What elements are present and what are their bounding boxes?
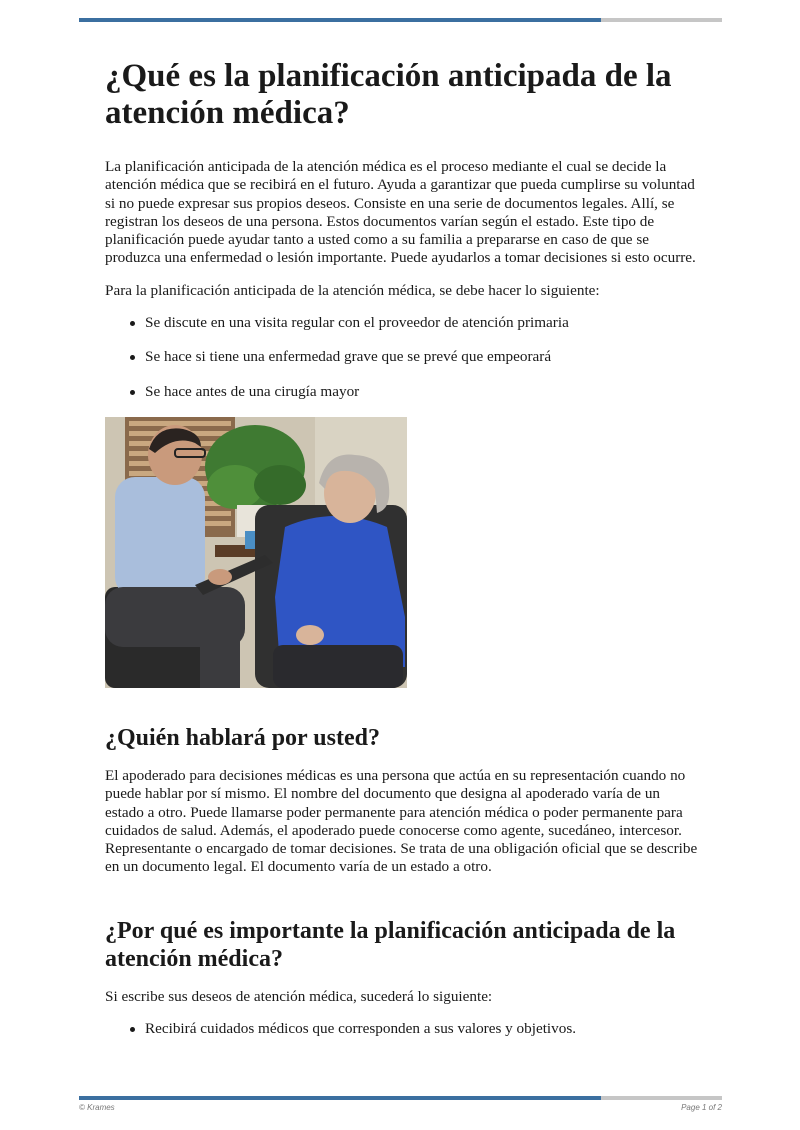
list-item: Se hace si tiene una enfermedad grave que se prevé que empeorará [145, 348, 700, 366]
intro-paragraph: La planificación anticipada de la atención médica es el proceso mediante el cual se decide la atención médica que se recibirá en el futuro. Ayuda a garantizar que pueda cumplirse su voluntad si no puede expresar sus propios deseos. Consiste en una serie de documentos legales. Allí, se registran los deseos de una persona. Estos documentos varían según el estado. Este tipo de planificación puede ayudar tanto a usted como a su familia a prepararse en caso de que se produzca una enfermedad o lesión importante. Puede ayudarlos a tomar decisiones si esto ocurre. [105, 158, 696, 267]
footer-rule-track [601, 1096, 722, 1100]
bullet-list [105, 1020, 700, 1038]
bullet-list [105, 314, 700, 401]
header-rule-track [601, 18, 722, 22]
section-paragraph: Si escribe sus deseos de atención médica, sucederá lo siguiente: [105, 988, 493, 1005]
list-item: Se discute en una visita regular con el proveedor de atención primaria [145, 314, 700, 332]
list-item: Recibirá cuidados médicos que corresponden a sus valores y objetivos. [145, 1020, 700, 1038]
list-item: Se hace antes de una cirugía mayor [145, 383, 700, 401]
section-who-speaks [105, 724, 700, 891]
header-rule-accent [79, 18, 601, 22]
page-title: ¿Qué es la planificación anticipada de la atención médica? [105, 58, 672, 131]
section-heading: ¿Quién hablará por usted? [105, 725, 380, 751]
section-why-important [105, 917, 700, 1055]
footer-page-number: Page 1 of 2 [681, 1103, 722, 1112]
footer-copyright: © Krames [79, 1103, 115, 1112]
section-paragraph: El apoderado para decisiones médicas es una persona que actúa en su representación cuando no puede hablar por sí mismo. El nombre del documento que designa al apoderado varía de un estado a otro. Puede llamarse poder permanente para atención médica o poder permanente para cuidados de salud. Además, el apoderado puede conocerse como agente, sucedáneo, intercesor. Representante o encargado de tomar decisiones. Se trata de una obligación oficial que se describe en un documento legal. El documento varía de un estado a otro. [105, 767, 698, 876]
main-content [105, 58, 700, 714]
header-rule [79, 18, 722, 22]
footer-rule [79, 1096, 722, 1100]
footer-rule-accent [79, 1096, 601, 1100]
lead-paragraph: Para la planificación anticipada de la atención médica, se debe hacer lo siguiente: [105, 281, 600, 299]
section-heading: ¿Por qué es importante la planificación anticipada de la atención médica? [105, 918, 676, 972]
consultation-photo [105, 417, 407, 688]
